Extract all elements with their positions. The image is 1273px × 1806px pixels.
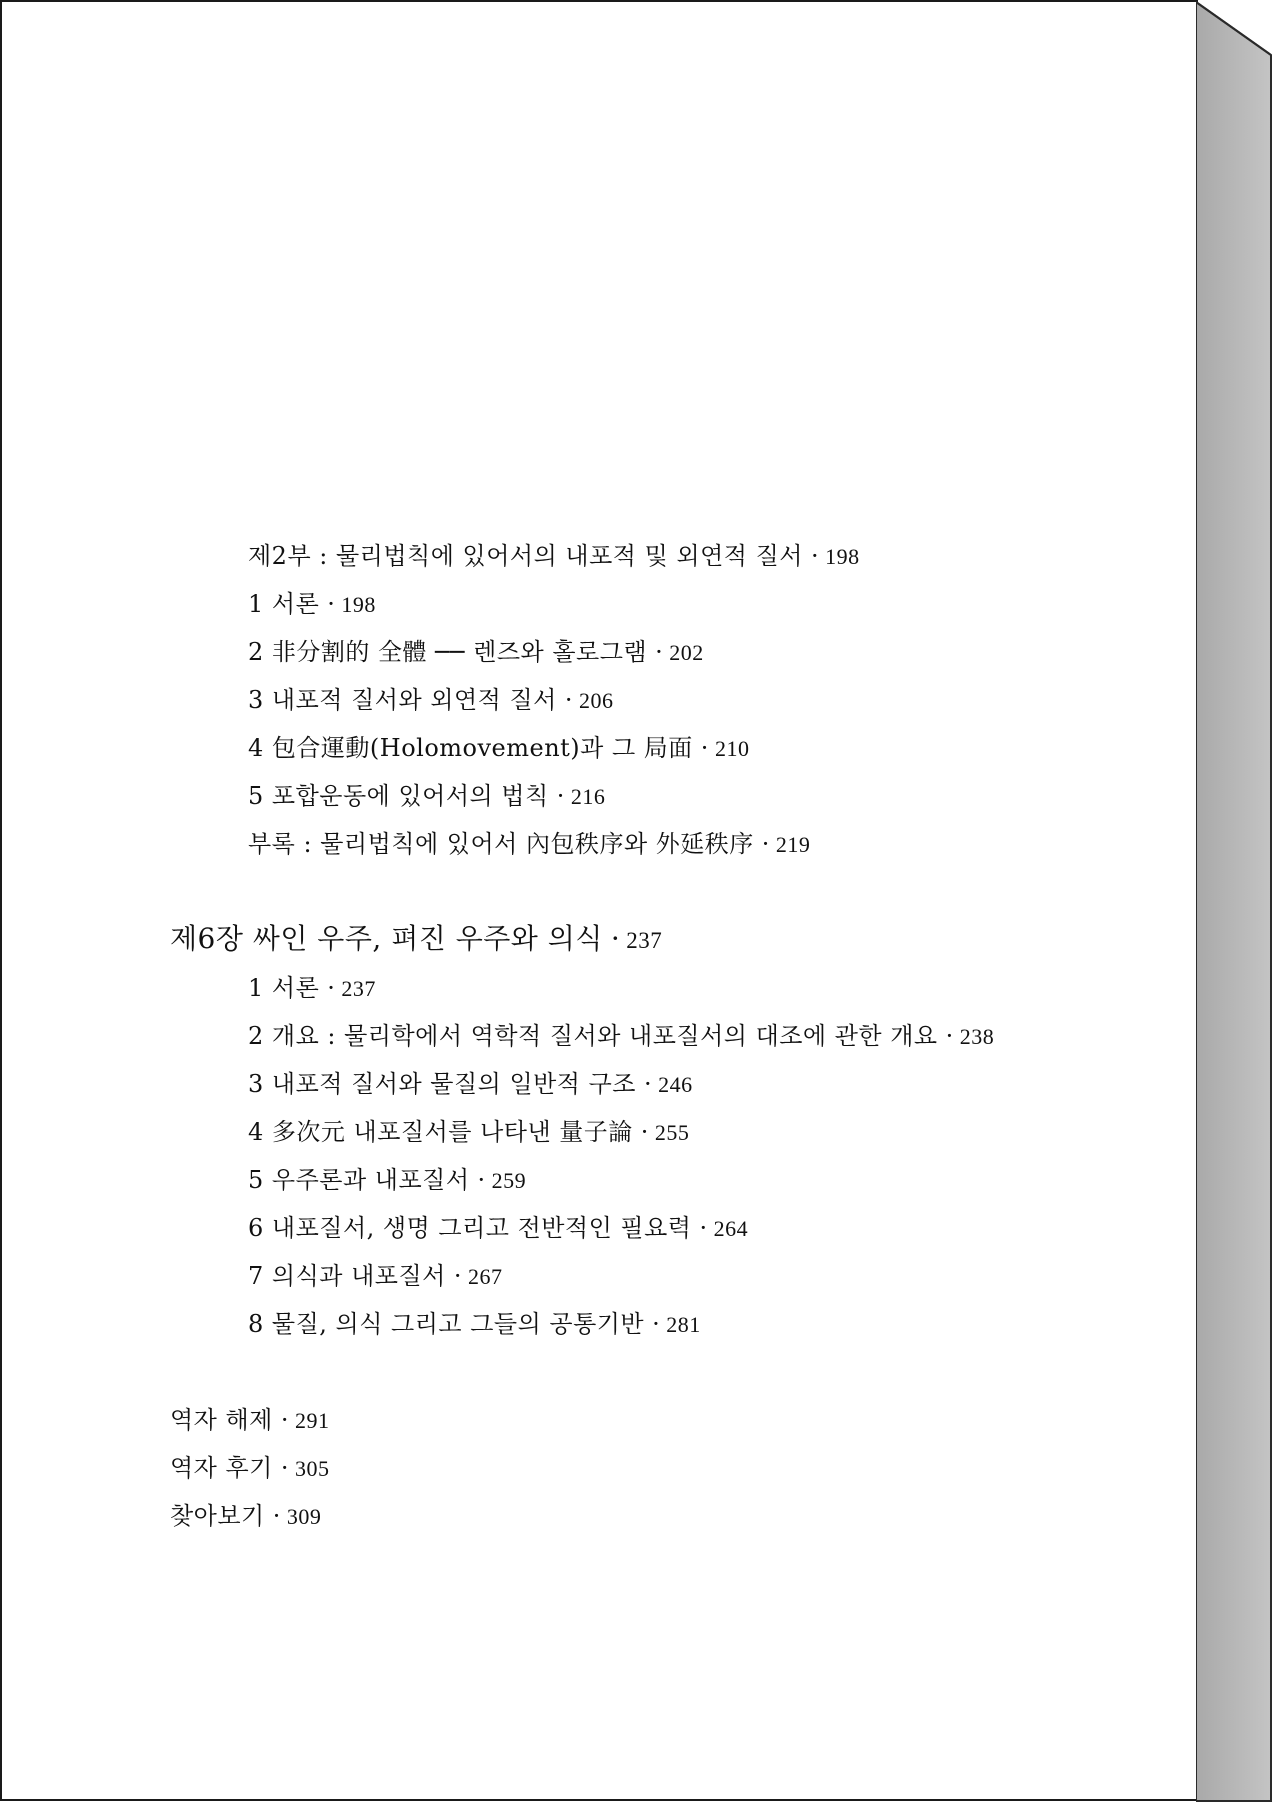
toc-page-number: 202 (669, 640, 704, 665)
toc-separator: · (610, 922, 621, 955)
toc-separator: · (761, 830, 770, 858)
toc-entry-title: 5 우주론과 내포질서 (248, 1166, 470, 1194)
toc-separator: · (700, 734, 709, 762)
toc-page-number: 237 (341, 976, 376, 1001)
toc-separator: · (327, 974, 336, 1002)
toc-separator: · (556, 782, 565, 810)
toc-entry (248, 1261, 502, 1292)
toc-entry-title: 제2부 : 물리법칙에 있어서의 내포적 및 외연적 질서 (248, 542, 803, 570)
toc-entry (248, 781, 605, 812)
toc-page-number: 267 (467, 1264, 503, 1289)
toc-entry-title: 3 내포적 질서와 외연적 질서 (248, 686, 557, 714)
toc-entry (248, 973, 376, 1004)
table-of-contents (2, 2, 1192, 1792)
toc-entry-title: 3 내포적 질서와 물질의 일반적 구조 (248, 1070, 636, 1098)
toc-entry-title: 찾아보기 (170, 1502, 265, 1530)
toc-page-number: 281 (666, 1312, 701, 1337)
toc-entry (248, 1309, 701, 1340)
toc-entry (248, 1021, 994, 1052)
toc-entry-title: 역자 후기 (170, 1454, 273, 1482)
toc-separator: · (652, 1310, 661, 1338)
toc-entry-title: 부록 : 물리법칙에 있어서 內包秩序와 外延秩序 (248, 830, 754, 858)
toc-separator: · (699, 1214, 708, 1242)
toc-separator: · (272, 1502, 281, 1530)
toc-page-number: 291 (295, 1408, 330, 1433)
toc-separator: · (945, 1022, 954, 1050)
toc-separator: · (453, 1262, 462, 1290)
toc-entry-title: 5 포합운동에 있어서의 법칙 (248, 782, 549, 810)
toc-page-number: 246 (658, 1072, 693, 1097)
toc-entry (248, 1069, 693, 1100)
toc-separator: · (640, 1118, 649, 1146)
toc-entry (248, 1117, 689, 1148)
toc-entry (248, 1213, 748, 1244)
toc-separator: · (327, 590, 336, 618)
toc-page-number: 216 (570, 784, 606, 809)
toc-entry (248, 589, 376, 620)
page-edge-graphic (1196, 0, 1273, 1806)
toc-page-number: 206 (578, 688, 614, 713)
toc-chapter-title: 제6장 싸인 우주, 펴진 우주와 의식 (170, 922, 603, 955)
toc-page-number: 238 (959, 1024, 995, 1049)
toc-separator: · (280, 1406, 290, 1434)
toc-entry-title: 2 개요 : 물리학에서 역학적 질서와 내포질서의 대조에 관한 개요 (248, 1022, 938, 1050)
toc-entry (248, 685, 613, 716)
toc-separator: · (477, 1166, 486, 1194)
toc-entry-title: 6 내포질서, 생명 그리고 전반적인 필요력 (248, 1214, 692, 1242)
toc-entry-part2 (248, 541, 860, 572)
toc-entry-title: 1 서론 (248, 974, 320, 1002)
toc-entry-title: 8 물질, 의식 그리고 그들의 공통기반 (248, 1310, 645, 1338)
toc-page-number: 255 (654, 1120, 690, 1145)
toc-entry-title: 4 多次元 내포질서를 나타낸 量子論 (248, 1118, 633, 1146)
toc-page-number: 219 (775, 832, 811, 857)
toc-page-number: 259 (491, 1168, 527, 1193)
toc-separator: · (280, 1454, 290, 1482)
toc-page-number: 198 (341, 592, 376, 617)
toc-page-number: 305 (295, 1456, 330, 1481)
toc-separator: · (564, 686, 573, 714)
toc-entry (248, 1165, 526, 1196)
toc-entry-title: 7 의식과 내포질서 (248, 1262, 446, 1290)
toc-page-number: 309 (286, 1504, 322, 1529)
toc-page-number: 264 (713, 1216, 749, 1241)
toc-page-number: 198 (825, 544, 860, 569)
toc-entry (248, 637, 704, 668)
toc-entry-chapter6 (170, 922, 662, 958)
toc-entry-backmatter (170, 1453, 330, 1484)
toc-separator: · (644, 1070, 653, 1098)
toc-page-number: 210 (714, 736, 750, 761)
toc-separator: · (655, 638, 664, 666)
page-stack-edge (1196, 0, 1273, 1806)
toc-entry-backmatter (170, 1405, 330, 1436)
toc-entry-title: 1 서론 (248, 590, 320, 618)
toc-entry-title: 2 非分割的 全體 ── 렌즈와 홀로그램 (248, 638, 648, 666)
toc-entry (248, 733, 749, 764)
toc-page-number: 237 (626, 928, 663, 953)
toc-separator: · (810, 542, 820, 570)
toc-entry-title: 4 包合運動(Holomovement)과 그 局面 (248, 734, 693, 762)
toc-entry-backmatter (170, 1501, 321, 1532)
toc-entry-title: 역자 해제 (170, 1406, 273, 1434)
toc-entry-appendix (248, 829, 810, 860)
